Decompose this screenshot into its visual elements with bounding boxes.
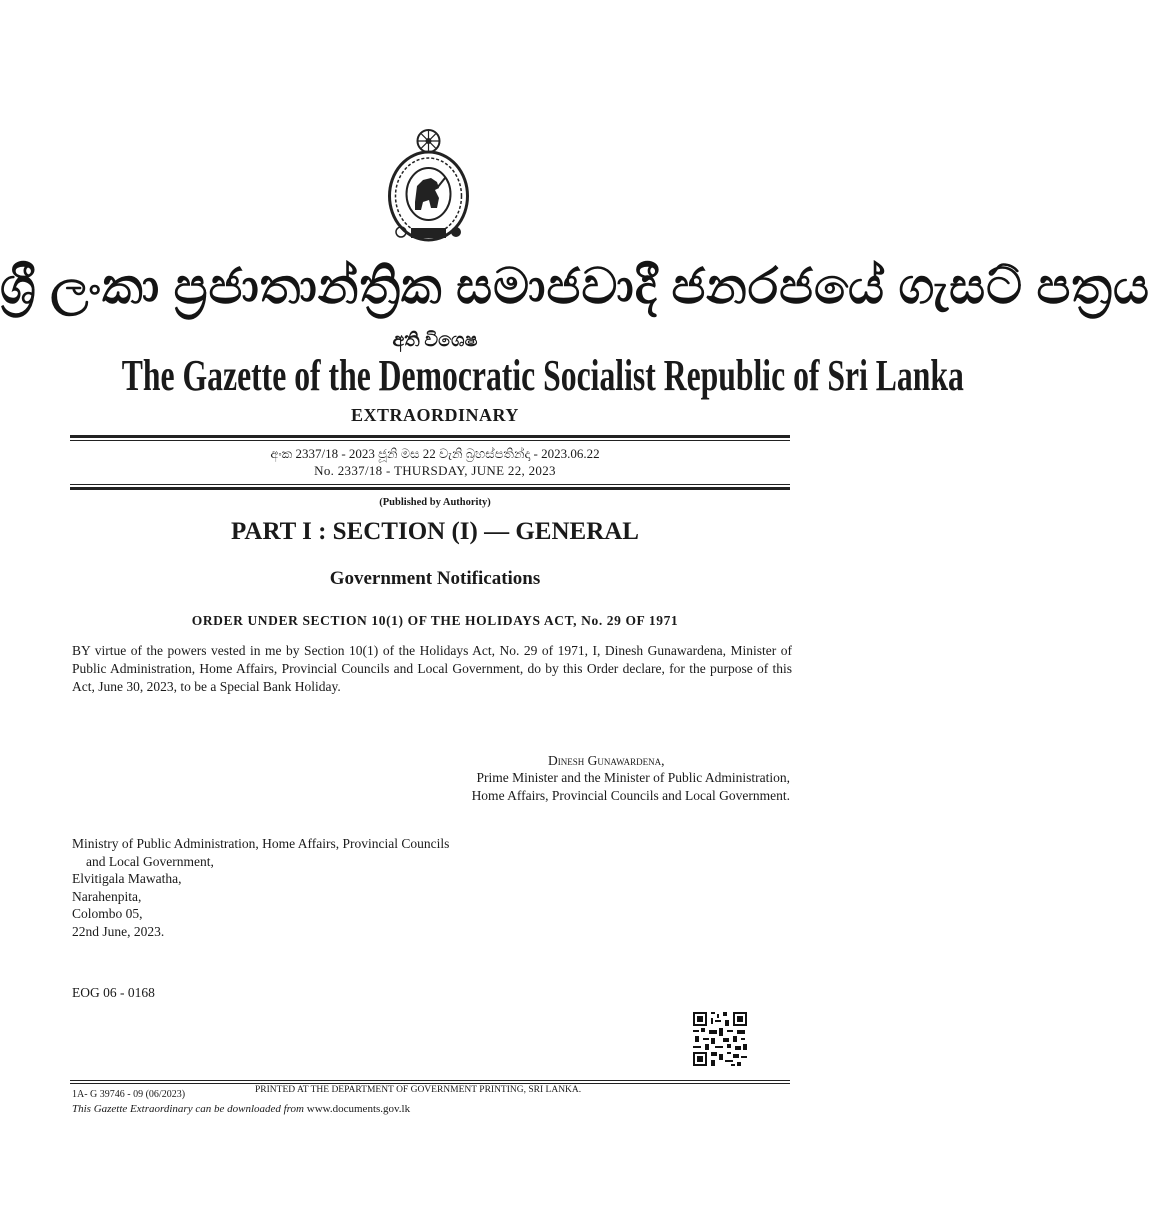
- download-note-text: This Gazette Extraordinary can be downloaded from: [72, 1103, 304, 1115]
- notifications-heading: Government Notifications: [329, 568, 541, 589]
- signatory-title: [440, 769, 790, 805]
- address-line: Ministry of Public Administration, Home Affairs, Provincial Councils: [72, 836, 450, 851]
- address-line: and Local Government,: [86, 853, 214, 869]
- national-emblem-icon: [387, 128, 470, 248]
- issue-rule-thick: [70, 487, 790, 490]
- part-heading: PART I : SECTION (I) — GENERAL: [231, 518, 639, 545]
- gazette-print-code: 1A- G 39746 - 09 (06/2023): [72, 1089, 186, 1100]
- gazette-title-english: The Gazette of the Democratic Socialist Republic of Sri Lanka: [121, 351, 964, 400]
- signatory-title-line: Prime Minister and the Minister of Public Administration,: [476, 770, 790, 785]
- order-heading: ORDER UNDER SECTION 10(1) OF THE HOLIDAYS ACT, No. 29 OF 1971: [191, 613, 679, 628]
- download-link[interactable]: www.documents.gov.lk: [306, 1103, 411, 1115]
- address-line: Colombo 05,: [72, 906, 143, 921]
- gazette-title-sinhala: ශ්‍රී ලංකා ප්‍රජාතාන්ත්‍රික සමාජවාදී ජනරජයේ ගැසට් පත්‍රය: [0, 258, 1150, 314]
- published-by-authority: (Published by Authority): [379, 497, 491, 508]
- issue-rule-thin: [70, 484, 790, 485]
- signatory-name: Dinesh Gunawardena,: [548, 753, 665, 768]
- footer-rule-top: [70, 1080, 790, 1081]
- issue-line-english: No. 2337/18 - THURSDAY, JUNE 22, 2023: [314, 463, 556, 478]
- issue-line-sinhala: අංක 2337/18 - 2023 ජූනි මස 22 වැනි බ්‍රහස්පතින්දා - 2023.06.22: [270, 446, 600, 461]
- qr-code-icon: [693, 1012, 747, 1066]
- address-line: Elvitigala Mawatha,: [72, 871, 182, 886]
- signatory-title-line: Home Affairs, Provincial Councils and Local Government.: [471, 788, 790, 803]
- footer-rule-bottom: [70, 1083, 790, 1084]
- extraordinary-label: EXTRAORDINARY: [351, 405, 519, 425]
- order-body-paragraph: BY virtue of the powers vested in me by Section 10(1) of the Holidays Act, No. 29 of 1971, I, Dinesh Gunawardena, Minister of Public Administration, Home Affairs, Provincial Councils and Local Government, do by this Order declare, for the purpose of this Act, June 30, 2023, to be a Special Bank Holiday.: [72, 643, 792, 694]
- address-date: 22nd June, 2023.: [72, 923, 165, 939]
- ministry-address: [72, 835, 449, 940]
- printed-by-line: PRINTED AT THE DEPARTMENT OF GOVERNMENT PRINTING, SRI LANKA.: [255, 1085, 582, 1095]
- special-label-sinhala: අති විශෙෂ: [392, 330, 478, 351]
- eog-number: EOG 06 - 0168: [72, 985, 155, 1000]
- header-rule-thin: [70, 440, 790, 441]
- header-rule-thick: [70, 435, 790, 438]
- download-note: [72, 1103, 410, 1115]
- address-line: Narahenpita,: [72, 888, 142, 904]
